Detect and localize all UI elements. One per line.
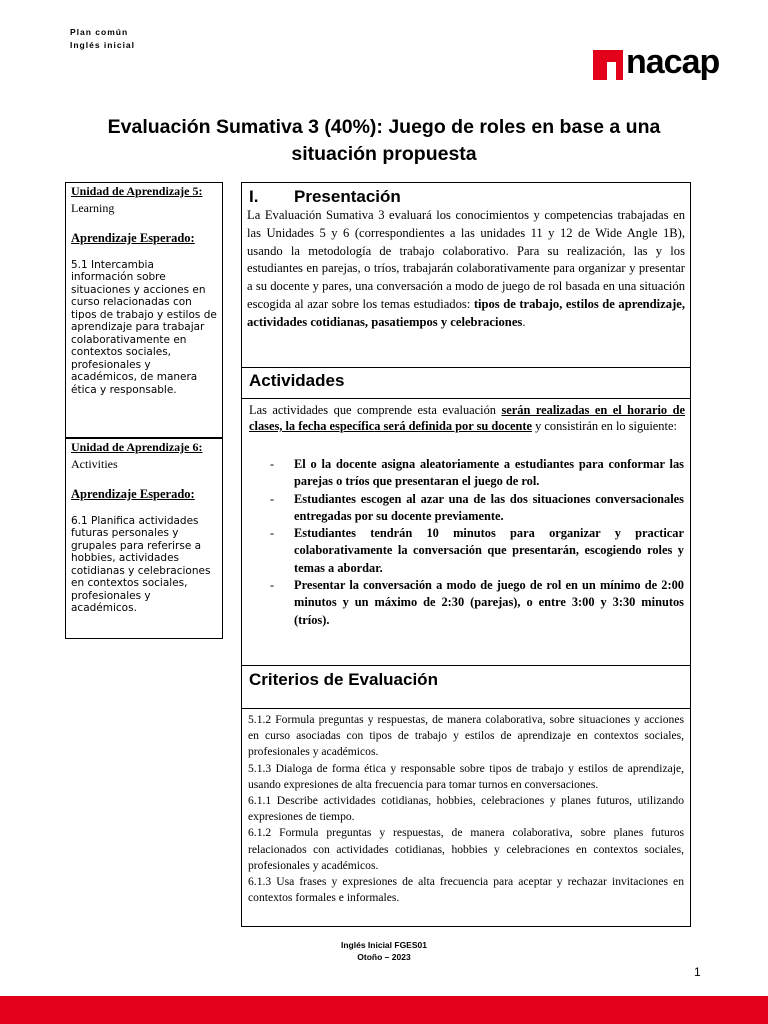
footer-brand-band	[0, 996, 768, 1024]
list-item: - El o la docente asigna aleatoriamente a estudiantes para conformar las parejas o tríos que presentaran el juego de rol.	[270, 456, 684, 491]
header-plan: Plan común	[70, 27, 129, 37]
actividades-header-box	[241, 367, 691, 399]
footer-course-code: Inglés Inicial FGES01	[341, 940, 427, 950]
unit-6-ae-text: 6.1 Planifica actividades futuras personales y grupales para referirse a hobbies, actividades cotidianas y celebraciones en contextos sociales, profesionales y académicos.	[71, 514, 211, 614]
logo-wordmark: nacap	[626, 43, 720, 81]
title-line-2: situación propuesta	[291, 143, 477, 165]
unit-6-label: Unidad de Aprendizaje 6:	[71, 440, 203, 454]
list-item: - Presentar la conversación a modo de juego de rol en un mínimo de 2:00 minutos y un máximo de 2:30 (parejas), o entre 3:00 y 3:30 minutos (tríos).	[270, 577, 684, 629]
footer-term: Otoño – 2023	[357, 952, 411, 962]
page-number: 1	[694, 965, 701, 979]
unit-6-ae-label: Aprendizaje Esperado:	[71, 487, 195, 501]
inacap-logo	[593, 43, 733, 90]
unit-5-label: Unidad de Aprendizaje 5:	[71, 184, 203, 198]
presentacion-text-end: .	[522, 314, 526, 329]
presentacion-text-plain: La Evaluación Sumativa 3 evaluará los conocimientos y competencias trabajadas en las Unidades 5 y 6 (correspondientes a las unidades 11 y 12 de Wide Angle 1B), usando la metodología de trabajo colaborativo. Para su realización, las y los estudiantes en parejas, o tríos, trabajarán colaborativamente para organizar y presentar a su docente y pares, una conversación a modo de juego de rol basada en una situación escogida al azar sobre los temas estudiados:	[247, 208, 685, 311]
actividades-intro-start: Las actividades que comprende esta evaluación	[249, 403, 502, 417]
title-line-1: Evaluación Sumativa 3 (40%): Juego de roles en base a una	[107, 116, 661, 138]
presentacion-text-bold: tipos de trabajo, estilos de aprendizaje, actividades cotidianas, pasatiempos y celebraciones	[247, 296, 685, 329]
logo-mark-icon	[593, 50, 623, 80]
page-footer	[300, 939, 468, 963]
unit-5-box	[65, 182, 223, 438]
presentacion-section	[241, 182, 691, 368]
actividades-body	[241, 398, 691, 666]
actividades-intro	[242, 399, 690, 434]
header-course: Inglés inicial	[70, 40, 136, 50]
presentacion-text	[242, 207, 690, 332]
actividades-list	[242, 456, 690, 629]
criterios-heading: Criterios de Evaluación	[249, 670, 438, 689]
header-course-info	[70, 26, 135, 52]
unit-5-ae-label: Aprendizaje Esperado:	[71, 231, 195, 245]
actividades-intro-end: y consistirán en lo siguiente:	[532, 419, 677, 433]
unit-5-name: Learning	[71, 200, 115, 215]
list-item: 6.1.2 Formula preguntas y respuestas, de manera colaborativa, sobre planes futuros relacionados con actividades cotidianas, hobbies y celebraciones en contextos sociales, profesionales y académicos.	[248, 826, 684, 872]
list-item: - Estudiantes escogen al azar una de las dos situaciones conversacionales entregadas por su docente previamente.	[270, 491, 684, 526]
actividades-heading: Actividades	[249, 371, 345, 390]
list-item: 6.1.1 Describe actividades cotidianas, hobbies, celebraciones y planes futuros, utilizando expresiones de tiempo.	[248, 794, 684, 824]
presentacion-title: Presentación	[294, 187, 401, 206]
criterios-header-box	[241, 665, 691, 709]
document-title	[90, 114, 678, 168]
presentacion-heading	[242, 183, 690, 207]
list-item: 5.1.3 Dialoga de forma ética y responsable sobre tipos de trabajo y estilos de aprendizaje, usando expresiones de alta frecuencia para tomar turnos en conversaciones.	[248, 761, 684, 791]
unit-6-box	[65, 438, 223, 639]
unit-5-ae-text: 5.1 Intercambia información sobre situaciones y acciones en curso relacionadas con tipos de trabajo y estilos de aprendizaje para trabajar colaborativamente en contextos sociales, profesionales y académicos, de manera ética y responsable.	[71, 258, 217, 396]
unit-6-name: Activities	[71, 456, 118, 471]
list-item: 5.1.2 Formula preguntas y respuestas, de manera colaborativa, sobre situaciones y acciones en curso asociadas con tipos de trabajo y estilos de aprendizaje en contextos sociales, profesionales y académicos.	[248, 713, 684, 759]
criterios-list	[242, 709, 690, 906]
actividades-intro-underlined: serán realizadas en el horario de clases, la fecha específica será definida por su docente	[249, 403, 685, 433]
presentacion-number: I.	[249, 187, 259, 206]
list-item: - Estudiantes tendrán 10 minutos para organizar y practicar colaborativamente la conversación que presentarán, escogiendo roles y temas a abordar.	[270, 525, 684, 577]
list-item: 6.1.3 Usa frases y expresiones de alta frecuencia para aceptar y rechazar invitaciones en contextos formales e informales.	[248, 875, 684, 905]
criterios-body	[241, 708, 691, 927]
